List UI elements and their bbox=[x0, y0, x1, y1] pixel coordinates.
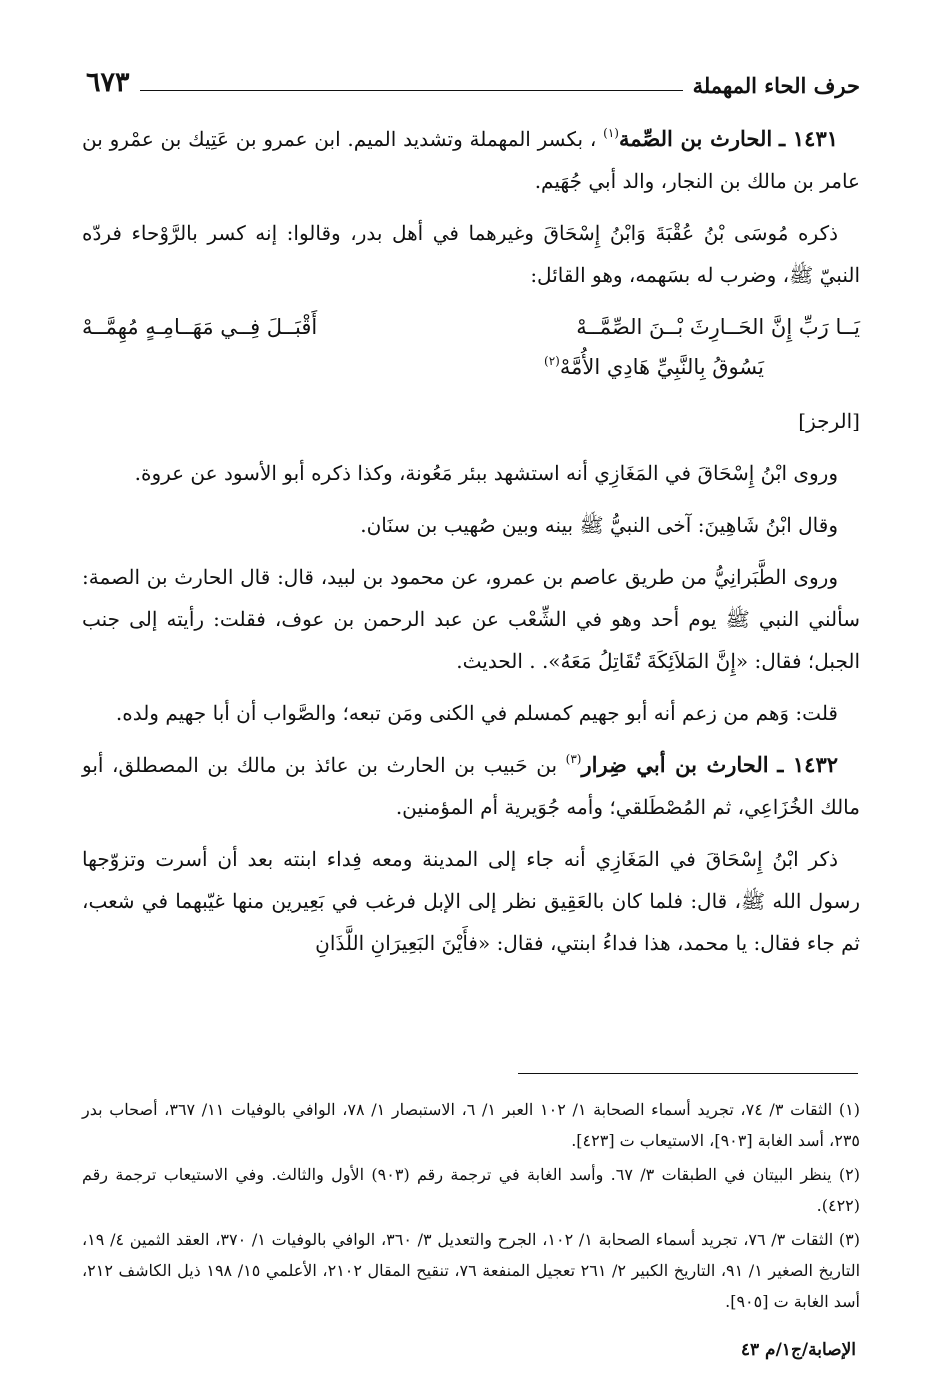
verse-hemistich-right: يَــا رَبِّ إِنَّ الحَــارِثَ بْــنَ الصِّمَّــهْ bbox=[576, 315, 860, 339]
verse-line-2 bbox=[82, 348, 860, 386]
footnote-separator bbox=[518, 1073, 858, 1074]
paragraph: قلت: وَهم من زعم أنه أبو جهيم كمسلم في الكنى ومَن تبعه؛ والصَّواب أن أبا جهيم ولده. bbox=[115, 701, 838, 725]
verse-line bbox=[82, 306, 860, 348]
footnote-ref: (٢) bbox=[544, 354, 560, 368]
verse-hemistich-left: أَقْبَــلَ فِــي مَهَــامِـهٍ مُهِمَّــهْ bbox=[82, 315, 318, 339]
footnote-ref: (١) bbox=[603, 126, 619, 140]
verse-meter: [الرجز] bbox=[798, 409, 860, 433]
entry-name: الحارث بن الصِّمة bbox=[618, 126, 773, 151]
footnote-ref: (٣) bbox=[565, 752, 582, 766]
paragraph: وروى الطَّبَرانِيُّ من طريق عاصم بن عمرو، عن محمود بن لبيد، قال: قال الحارث بن الصمة: سألني النبي ﷺ يوم أحد وهو في الشِّعْب عن عبد الرحمن بن عوف، فقلت: رأيته إلى جنب الجبل؛ فقال: «إِنَّ المَلاَئِكَةَ تُقَاتِلُ مَعَهُ». . الحديث. bbox=[82, 565, 860, 673]
footnotes bbox=[82, 1094, 860, 1320]
paragraph: وروى ابْنُ إِسْحَاقَ في المَغَازِي أنه استشهد ببئر مَعُونة، وكذا ذكره أبو الأسود عن عروة. bbox=[134, 461, 838, 485]
footnote-3: (٣) الثقات ٣/ ٧٦، تجريد أسماء الصحابة ١/ ١٠٢، الجرح والتعديل ٣/ ٣٦٠، الوافي بالوفيات ١/ ٣٧٠، العقد الثمين ٤/ ١٩، التاريخ الصغير ١/ ٩١، التاريخ الكبير ٢/ ٢٦١ تعجيل المنفعة ٧٦، تنقيح المقال ٢١٠٢، الأعلمي ١٥/ ١٩٨ ذيل الكاشف ٢١٢، أسد الغابة ت [٩٠٥]. bbox=[82, 1230, 861, 1311]
paragraph: ذكر ابْنُ إِسْحَاقَ في المَغَازِي أنه جاء إلى المدينة ومعه فِداء ابنته بعد أن أسرت وتزوّجها رسول الله ﷺ، قال: فلما كان بالعَقِيق نظر إلى الإبل فرغب في بَعِيرين منها غيّبهما في شعب، ثم جاء فقال: يا محمد، هذا فداءُ ابنتي، فقال: «فأَيْنَ البَعِيرَانِ اللَّذَانِ bbox=[82, 847, 860, 955]
entry-1432 bbox=[82, 744, 860, 828]
entry-text: ، بكسر المهملة وتشديد الميم. ابن عمرو بن عَتِيك بن عمْرو بن عامر بن مالك بن النجار، والد أبي جُهَيم. bbox=[82, 127, 860, 193]
entry-1431 bbox=[82, 118, 860, 202]
entry-number: ١٤٣١ ـ bbox=[779, 126, 839, 151]
main-text bbox=[82, 118, 860, 974]
entry-name: الحارث بن أبي ضِرار bbox=[581, 752, 769, 777]
paragraph: ذكره مُوسَى بْنُ عُقْبَةَ وَابْنُ إِسْحَاقَ وغيرهما في أهل بدر، وقالوا: إنه كسر بالرَّوْحاء فردّه النبيّ ﷺ، وضرب له بسَهمه، وهو القائل: bbox=[82, 221, 860, 287]
footnote-1: (١) الثقات ٣/ ٧٤، تجريد أسماء الصحابة ١/ ١٠٢ العبر ١/ ٦، الاستبصار ١/ ٧٨، الوافي بالوفيات ١١/ ٣٦٧، أصحاب بدر ٢٣٥، أسد الغابة [٩٠٣]، الاستيعاب ت [٤٢٣]. bbox=[82, 1100, 860, 1150]
header-rule bbox=[140, 90, 683, 91]
header-title: حرف الحاء المهملة bbox=[692, 73, 860, 98]
entry-number: ١٤٣٢ ـ bbox=[777, 752, 839, 777]
entry-text: بن حَبيب بن الحارث بن عائذ بن مالك بن المصطلق، أبو مالك الخُزَاعِي، ثم المُصْطَلقي؛ وأمه جُوَيرية أم المؤمنين. bbox=[82, 753, 860, 819]
footnote-2: (٢) ينظر البيتان في الطبقات ٣/ ٦٧. وأسد الغابة في ترجمة رقم (٩٠٣) الأول والثالث. وفي الاستيعاب ترجمة رقم (٤٢٢). bbox=[82, 1165, 861, 1215]
verse-hemistich: يَسُوقُ بِالنَّبِيِّ هَادِي الأُمَّهْ bbox=[559, 355, 764, 379]
paragraph: وقال ابْنُ شَاهِينَ: آخى النبيُّ ﷺ بينه وبين صُهيب بن سنَان. bbox=[360, 513, 838, 537]
page-number: ٦٧٣ bbox=[86, 67, 130, 98]
running-header bbox=[86, 58, 860, 98]
printer-signature: الإصابة/ج١/م ٤٣ bbox=[740, 1340, 856, 1360]
